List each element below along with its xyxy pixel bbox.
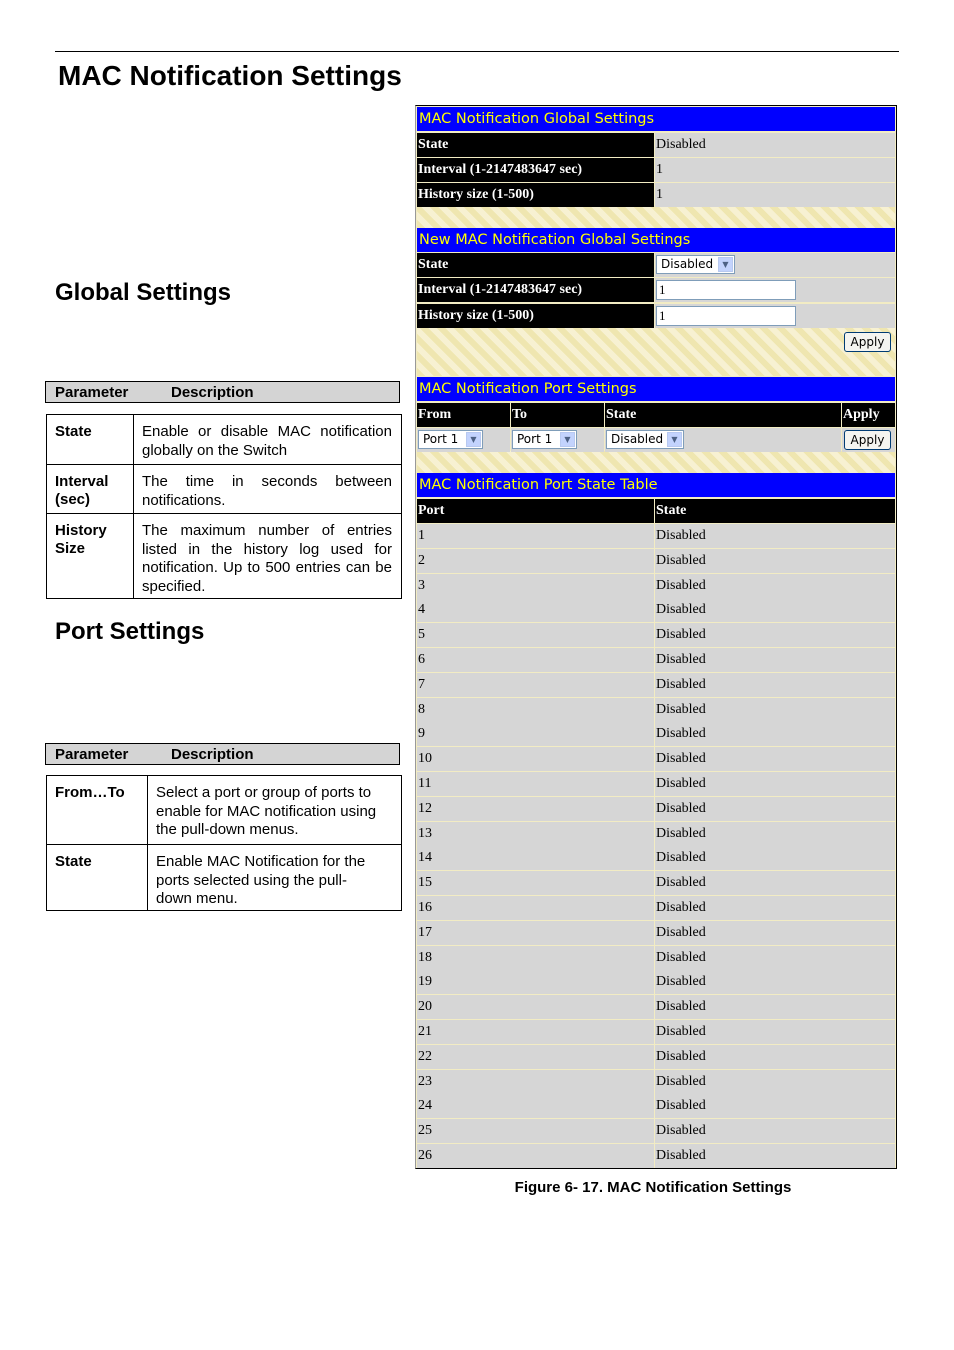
chevron-down-icon: ▼ xyxy=(560,432,575,447)
port-state: Disabled xyxy=(655,772,895,796)
figure-caption: Figure 6- 17. MAC Notification Settings xyxy=(514,1179,792,1196)
table-row xyxy=(417,1094,895,1118)
table-row xyxy=(417,970,895,994)
global-settings-heading: Global Settings xyxy=(55,279,232,306)
port-params-header xyxy=(45,743,400,765)
table-row xyxy=(417,871,895,895)
port-number: 22 xyxy=(417,1045,654,1069)
table-row xyxy=(417,1045,895,1069)
new-interval-label: Interval (1-2147483647 sec) xyxy=(417,278,654,302)
port-state: Disabled xyxy=(655,871,895,895)
port-number: 19 xyxy=(417,970,654,994)
port-header: Port xyxy=(417,499,654,523)
interval-label: Interval (1-2147483647 sec) xyxy=(417,158,654,182)
port-number: 3 xyxy=(417,574,654,598)
new-history-size-label: History size (1-500) xyxy=(417,304,654,328)
page-title: MAC Notification Settings xyxy=(58,60,402,91)
port-settings-heading: Port Settings xyxy=(55,618,205,645)
chevron-down-icon: ▼ xyxy=(466,432,481,447)
global-params-table xyxy=(46,414,402,599)
table-row xyxy=(417,623,895,647)
description-header: Description xyxy=(171,384,254,401)
param-name: From…To xyxy=(55,784,125,801)
port-state: Disabled xyxy=(655,822,895,846)
port-state: Disabled xyxy=(655,1119,895,1143)
apply-port-button[interactable]: Apply xyxy=(844,430,891,450)
port-state: Disabled xyxy=(655,1045,895,1069)
port-state-select[interactable]: Disabled ▼ xyxy=(606,430,684,449)
port-number: 12 xyxy=(417,797,654,821)
port-number: 24 xyxy=(417,1094,654,1118)
port-number: 2 xyxy=(417,549,654,573)
table-row xyxy=(417,822,895,846)
port-state-header-row xyxy=(417,499,895,523)
interval-value: 1 xyxy=(655,158,895,182)
top-rule xyxy=(55,51,899,52)
port-state: Disabled xyxy=(655,673,895,697)
table-row xyxy=(417,797,895,821)
param-name: State xyxy=(55,423,92,440)
global-settings-title: MAC Notification Global Settings xyxy=(417,107,895,131)
param-description: The time in seconds between notifications. xyxy=(142,473,392,509)
port-number: 10 xyxy=(417,747,654,771)
parameter-header: Parameter xyxy=(55,384,129,401)
table-row xyxy=(417,698,895,722)
port-state: Disabled xyxy=(655,970,895,994)
port-number: 20 xyxy=(417,995,654,1019)
port-state: Disabled xyxy=(655,648,895,672)
history-size-input[interactable]: 1 xyxy=(656,306,796,326)
table-row xyxy=(417,1020,895,1044)
apply-header: Apply xyxy=(842,403,895,427)
table-row xyxy=(417,846,895,870)
port-number: 15 xyxy=(417,871,654,895)
port-state: Disabled xyxy=(655,995,895,1019)
port-state: Disabled xyxy=(655,698,895,722)
port-state-table-title: MAC Notification Port State Table xyxy=(417,473,895,497)
param-description: The maximum number of entries listed in the history log used for notification. Up to 500 entries can be specified. xyxy=(142,522,392,595)
port-state: Disabled xyxy=(655,1020,895,1044)
parameter-header: Parameter xyxy=(55,746,129,763)
switch-web-ui xyxy=(415,105,897,1169)
table-row xyxy=(417,524,895,548)
port-state: Disabled xyxy=(655,946,895,970)
port-state: Disabled xyxy=(655,747,895,771)
port-state: Disabled xyxy=(655,896,895,920)
port-state: Disabled xyxy=(655,549,895,573)
table-row xyxy=(47,415,401,464)
port-number: 5 xyxy=(417,623,654,647)
table-row xyxy=(417,1070,895,1094)
from-port-select[interactable]: Port 1 ▼ xyxy=(418,430,483,449)
table-row xyxy=(417,648,895,672)
to-header: To xyxy=(511,403,604,427)
port-number: 7 xyxy=(417,673,654,697)
table-row xyxy=(417,772,895,796)
port-number: 18 xyxy=(417,946,654,970)
global-params-header xyxy=(45,381,400,403)
state-value: Disabled xyxy=(655,133,895,157)
port-number: 16 xyxy=(417,896,654,920)
port-state: Disabled xyxy=(655,797,895,821)
new-global-settings-title: New MAC Notification Global Settings xyxy=(417,228,895,252)
state-header: State xyxy=(605,403,841,427)
param-name: History Size xyxy=(55,522,107,557)
param-description: Select a port or group of ports to enable for MAC notification using the pull-down menus. xyxy=(156,784,377,838)
from-header: From xyxy=(417,403,510,427)
table-row xyxy=(417,995,895,1019)
port-settings-title: MAC Notification Port Settings xyxy=(417,377,895,401)
table-row xyxy=(417,598,895,622)
port-number: 25 xyxy=(417,1119,654,1143)
port-state: Disabled xyxy=(655,1070,895,1094)
port-settings-header-row xyxy=(417,403,895,427)
table-row xyxy=(47,776,401,844)
port-state: Disabled xyxy=(655,1144,895,1168)
port-number: 4 xyxy=(417,598,654,622)
port-number: 26 xyxy=(417,1144,654,1168)
table-row xyxy=(417,1144,895,1168)
new-state-label: State xyxy=(417,253,654,277)
description-header: Description xyxy=(171,746,254,763)
port-number: 8 xyxy=(417,698,654,722)
port-number: 9 xyxy=(417,722,654,746)
port-state: Disabled xyxy=(655,921,895,945)
table-row xyxy=(417,896,895,920)
table-row xyxy=(417,574,895,598)
table-row xyxy=(47,513,401,600)
port-state: Disabled xyxy=(655,524,895,548)
apply-global-button[interactable]: Apply xyxy=(844,332,891,352)
port-number: 17 xyxy=(417,921,654,945)
param-description: Enable or disable MAC notification globally on the Switch xyxy=(142,423,392,459)
port-state: Disabled xyxy=(655,722,895,746)
state-select[interactable]: Disabled ▼ xyxy=(656,255,735,274)
table-row xyxy=(417,747,895,771)
port-number: 13 xyxy=(417,822,654,846)
port-state: Disabled xyxy=(655,574,895,598)
param-name: Interval (sec) xyxy=(55,473,109,508)
port-number: 6 xyxy=(417,648,654,672)
history-size-value: 1 xyxy=(655,183,895,207)
state-header: State xyxy=(655,499,895,523)
table-row xyxy=(417,1119,895,1143)
port-number: 21 xyxy=(417,1020,654,1044)
table-row xyxy=(47,844,401,912)
port-state: Disabled xyxy=(655,1094,895,1118)
to-port-select[interactable]: Port 1 ▼ xyxy=(512,430,577,449)
chevron-down-icon: ▼ xyxy=(718,257,733,272)
table-row xyxy=(417,722,895,746)
port-state: Disabled xyxy=(655,846,895,870)
port-number: 14 xyxy=(417,846,654,870)
chevron-down-icon: ▼ xyxy=(667,432,682,447)
table-row xyxy=(417,673,895,697)
port-number: 1 xyxy=(417,524,654,548)
port-state: Disabled xyxy=(655,598,895,622)
interval-input[interactable]: 1 xyxy=(656,280,796,300)
history-size-label: History size (1-500) xyxy=(417,183,654,207)
table-row xyxy=(417,549,895,573)
state-label: State xyxy=(417,133,654,157)
param-description: Enable MAC Notification for the ports selected using the pull-down menu. xyxy=(156,853,366,907)
table-row xyxy=(417,921,895,945)
port-params-table xyxy=(46,775,402,911)
port-number: 23 xyxy=(417,1070,654,1094)
port-state: Disabled xyxy=(655,623,895,647)
port-number: 11 xyxy=(417,772,654,796)
table-row xyxy=(417,946,895,970)
param-name: State xyxy=(55,853,92,870)
table-row xyxy=(47,464,401,513)
